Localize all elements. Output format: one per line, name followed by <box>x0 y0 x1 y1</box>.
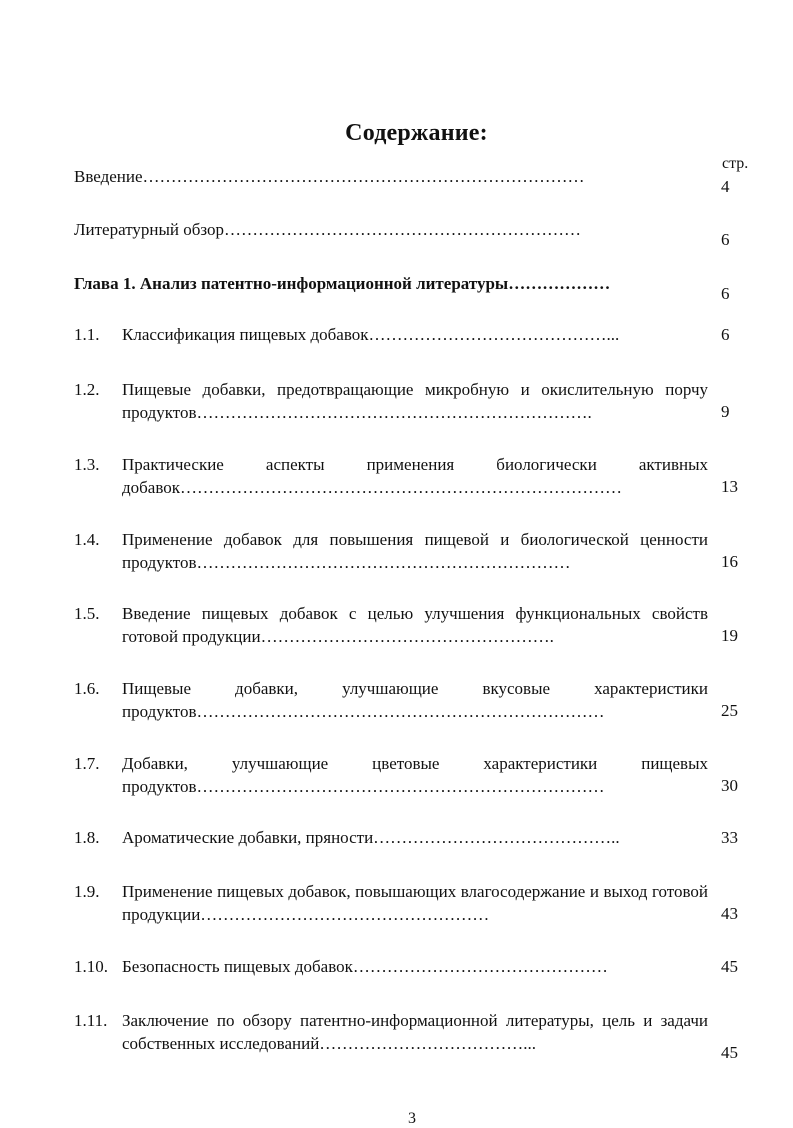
toc-entry-page: 33 <box>721 828 738 847</box>
toc-entry-text: Заключение по обзору патентно-информационной литературы, цель и задачи собственных исследований………………………………... <box>122 1011 708 1053</box>
toc-entry-page: 19 <box>721 626 738 645</box>
toc-entry-number: 1.6. <box>74 679 100 698</box>
toc-entry-page: 45 <box>721 957 738 976</box>
toc-entry-text: Практические аспекты применения биологически активных добавок…………………………………………………………………… <box>122 455 708 497</box>
toc-entry-number: 1.9. <box>74 882 100 901</box>
toc-entry-number: 1.11. <box>74 1011 108 1030</box>
toc-entry-text: Ароматические добавки, пряности…………………………………….. <box>122 828 620 847</box>
page-column-label: стр. <box>722 155 749 172</box>
toc-entry-text: Введение пищевых добавок с целью улучшения функциональных свойств готовой продукции……………………………………………. <box>122 604 708 646</box>
toc-entry-page: 4 <box>721 177 730 196</box>
toc-entry-number: 1.2. <box>74 380 100 399</box>
toc-entry-page: 9 <box>721 402 730 421</box>
toc-entry-text: Пищевые добавки, улучшающие вкусовые характеристики продуктов……………………………………………………………… <box>122 679 708 721</box>
toc-entry-number: 1.4. <box>74 530 100 549</box>
toc-entry-text: Введение…………………………………………………………………… <box>74 167 585 186</box>
toc-entry-number: 1.7. <box>74 754 100 773</box>
toc-entry-number: 1.5. <box>74 604 100 623</box>
toc-entry-number: 1.1. <box>74 325 100 344</box>
page-number: 3 <box>408 1110 416 1127</box>
toc-entry-page: 43 <box>721 904 738 923</box>
toc-entry-page: 13 <box>721 477 738 496</box>
toc-entry-text: Пищевые добавки, предотвращающие микробную и окислительную порчу продуктов……………………………………………………………. <box>122 380 708 422</box>
toc-entry-page: 6 <box>721 230 730 249</box>
toc-entry-page: 25 <box>721 701 738 720</box>
toc-entry-text: Литературный обзор……………………………………………………… <box>74 220 582 239</box>
toc-entry-number: 1.3. <box>74 455 100 474</box>
toc-entry-page: 16 <box>721 552 738 571</box>
toc-entry-page: 30 <box>721 776 738 795</box>
toc-entry-text: Глава 1. Анализ патентно-информационной литературы……………… <box>74 274 611 293</box>
toc-entry-page: 6 <box>721 284 730 303</box>
toc-entry-text: Применение добавок для повышения пищевой и биологической ценности продуктов………………………………………………………… <box>122 530 708 572</box>
toc-entry-text: Применение пищевых добавок, повышающих влагосодержание и выход готовой продукции…………………………………………… <box>122 882 708 924</box>
toc-title: Содержание: <box>345 120 488 146</box>
toc-entry-text: Безопасность пищевых добавок……………………………………… <box>122 957 608 976</box>
toc-entry-text: Добавки, улучшающие цветовые характеристики пищевых продуктов……………………………………………………………… <box>122 754 708 796</box>
toc-entry-page: 6 <box>721 325 730 344</box>
toc-entry-number: 1.8. <box>74 828 100 847</box>
toc-entry-number: 1.10. <box>74 957 108 976</box>
toc-entry-page: 45 <box>721 1043 738 1062</box>
toc-entry-text: Классификация пищевых добавок……………………………………... <box>122 325 620 344</box>
